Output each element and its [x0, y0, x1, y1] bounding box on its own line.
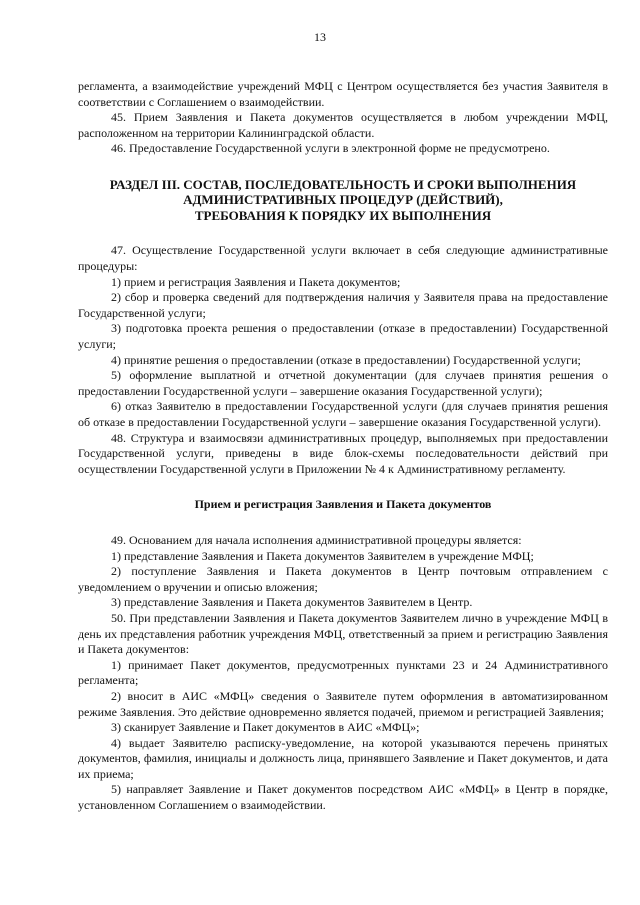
- list-item: 2) поступление Заявления и Пакета документов в Центр почтовым отправлением с уведомлением о вручении и описью вложения;: [78, 564, 608, 594]
- list-item: 1) принимает Пакет документов, предусмотренных пунктами 23 и 24 Административного регламента;: [78, 657, 608, 688]
- list-item: 2) вносит в АИС «МФЦ» сведения о Заявителе путем оформления в автоматизированном режиме Заявления. Это действие одновременно является подачей, приемом и регистрацией Заявления;: [78, 688, 608, 719]
- list-item: 2) сбор и проверка сведений для подтверждения наличия у Заявителя права на предоставление Государственной услуги;: [78, 290, 608, 320]
- section-heading: [78, 177, 608, 224]
- paragraph: 48. Структура и взаимосвязи административных процедур, выполняемых при предоставлении Государственной услуги, приведены в виде блок-схемы последовательности действий при осуществлении Государственной услуги в Приложении № 4 к Административному регламенту.: [78, 430, 608, 476]
- paragraph: регламента, а взаимодействие учреждений МФЦ с Центром осуществляется без участия Заявителя в соответствии с Соглашением о взаимодействии.: [78, 79, 608, 109]
- section-heading-line: АДМИНИСТРАТИВНЫХ ПРОЦЕДУР (ДЕЙСТВИЙ),: [183, 192, 503, 208]
- list-item: 4) выдает Заявителю расписку-уведомление, на которой указываются перечень принятых документов, фамилия, инициалы и должность лица, принявшего Заявление и Пакет документов, и дата их приема;: [78, 735, 608, 781]
- page-number: 13: [314, 30, 326, 44]
- list-item: 3) сканирует Заявление и Пакет документов в АИС «МФЦ»;: [111, 720, 420, 735]
- document-body: [78, 79, 608, 814]
- list-item: 6) отказ Заявителю в предоставлении Государственной услуги (для случаев принятия решения об отказе в предоставлении Государственной услуги – завершение оказания Государственной услуги).: [78, 399, 608, 429]
- list-item: 4) принятие решения о предоставлении (отказе в предоставлении) Государственной услуги;: [111, 352, 581, 367]
- paragraph: 49. Основанием для начала исполнения административной процедуры является:: [111, 532, 522, 547]
- list-item: 1) прием и регистрация Заявления и Пакета документов;: [111, 274, 401, 289]
- list-item: 5) оформление выплатной и отчетной документации (для случаев принятия решения о предоставлении Государственной услуги – завершение оказания Государственной услуги);: [78, 368, 608, 398]
- section-heading-line: РАЗДЕЛ III. СОСТАВ, ПОСЛЕДОВАТЕЛЬНОСТЬ И СРОКИ ВЫПОЛНЕНИЯ: [109, 176, 577, 192]
- list-item: 5) направляет Заявление и Пакет документов посредством АИС «МФЦ» в Центр в порядке, установленном Соглашением о взаимодействии.: [78, 782, 608, 813]
- paragraph: 45. Прием Заявления и Пакета документов осуществляется в любом учреждении МФЦ, расположенном на территории Калининградской области.: [78, 110, 608, 140]
- section-heading-line: ТРЕБОВАНИЯ К ПОРЯДКУ ИХ ВЫПОЛНЕНИЯ: [194, 207, 492, 223]
- list-item: 3) представление Заявления и Пакета документов Заявителем в Центр.: [111, 595, 473, 610]
- paragraph: 46. Предоставление Государственной услуги в электронной форме не предусмотрено.: [111, 141, 550, 156]
- paragraph: 47. Осуществление Государственной услуги включает в себя следующие административные процедуры:: [78, 243, 608, 274]
- list-item: 3) подготовка проекта решения о предоставлении (отказе в предоставлении) Государственной услуги;: [78, 321, 608, 352]
- list-item: 1) представление Заявления и Пакета документов Заявителем в учреждение МФЦ;: [111, 548, 534, 563]
- paragraph: 50. При представлении Заявления и Пакета документов Заявителем лично в учреждение МФЦ в день их представления работник учреждения МФЦ, ответственный за прием и регистрацию Заявления и Пакета документов:: [78, 610, 608, 657]
- subsection-heading: Прием и регистрация Заявления и Пакета документов: [194, 497, 492, 512]
